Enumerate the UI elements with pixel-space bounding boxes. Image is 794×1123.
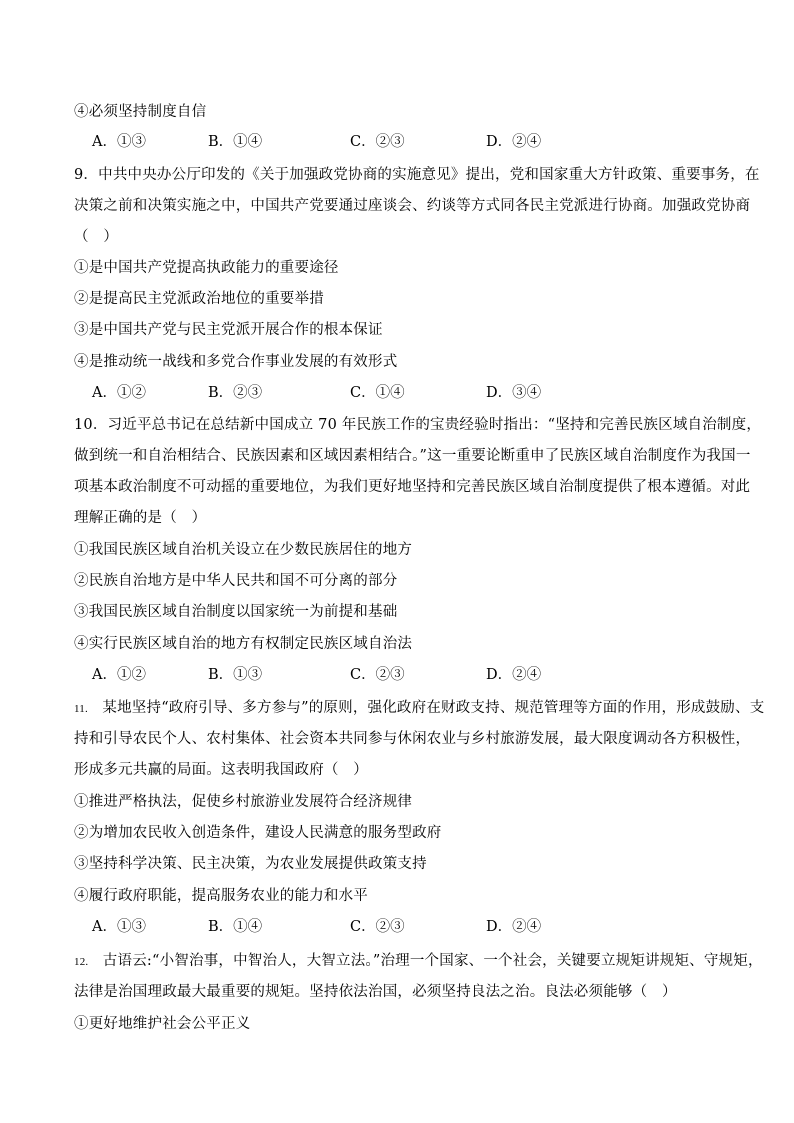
choice-d: D．③④ — [486, 385, 542, 401]
top-option-4: ④必须坚持制度自信 — [74, 104, 207, 120]
choice-d: D．②④ — [486, 919, 542, 935]
choice-b: B．①④ — [208, 919, 263, 935]
q11-stem-line-3: 形成多元共赢的局面。这表明我国政府（ ） — [74, 762, 368, 778]
choice-b: B．②③ — [208, 385, 263, 401]
q9-option-3: ③是中国共产党与民主党派开展合作的根本保证 — [74, 322, 383, 338]
q12-stem-line-1 — [74, 951, 763, 972]
q11-stem-line-1 — [74, 698, 765, 719]
q11-stem-text: 某地坚持“政府引导、多方参与”的原则，强化政府在财政支持、规范管理等方面的作用，形成鼓励、支 — [102, 700, 765, 716]
q11-number: 11. — [74, 703, 88, 715]
choice-d: D．②④ — [486, 667, 542, 683]
q11-stem-line-2: 持和引导农民个人、农村集体、社会资本共同参与休闲农业与乡村旅游发展，最大限度调动各方积极性， — [74, 731, 751, 747]
q9-option-4: ④是推动统一战线和多党合作事业发展的有效形式 — [74, 354, 398, 370]
choice-a: A．①② — [92, 385, 146, 401]
choice-b: B．①④ — [208, 134, 263, 150]
q9-choices — [74, 383, 734, 403]
q10-stem-line-4: 理解正确的是（ ） — [74, 510, 207, 526]
q12-option-1: ①更好地维护社会公平正义 — [74, 1016, 251, 1032]
q12-number: 12. — [74, 956, 89, 968]
q10-stem-line-3: 项基本政治制度不可动摇的重要地位，为我们更好地坚持和完善民族区域自治制度提供了根本遵循。对此 — [74, 479, 751, 495]
choice-a: A．①③ — [92, 134, 146, 150]
q10-stem-line-1: 10．习近平总书记在总结新中国成立 70 年民族工作的宝贵经验时指出：“坚持和完善民族区域自治制度， — [74, 417, 762, 433]
q10-choices — [74, 665, 734, 685]
choice-c: C．②③ — [350, 667, 405, 683]
q11-option-4: ④履行政府职能，提高服务农业的能力和水平 — [74, 888, 368, 904]
choice-c: C．②③ — [350, 919, 405, 935]
choice-c: C．②③ — [350, 134, 405, 150]
q9-option-1: ①是中国共产党提高执政能力的重要途径 — [74, 260, 339, 276]
q9-stem-line-3: （ ） — [74, 229, 119, 245]
q10-option-2: ②民族自治地方是中华人民共和国不可分离的部分 — [74, 573, 398, 589]
q10-option-1: ①我国民族区域自治机关设立在少数民族居住的地方 — [74, 542, 413, 558]
q12-stem-text: 古语云:“小智治事，中智治人，大智立法。”治理一个国家、一个社会，关键要立规矩讲规矩、守规矩， — [102, 953, 763, 969]
choice-a: A．①③ — [92, 919, 146, 935]
q9-stem-line-1: 9．中共中央办公厅印发的《关于加强政党协商的实施意见》提出，党和国家重大方针政策、重要事务，在 — [74, 167, 760, 183]
q11-choices — [74, 917, 734, 937]
choice-b: B．①③ — [208, 667, 263, 683]
q11-option-1: ①推进严格执法，促使乡村旅游业发展符合经济规律 — [74, 794, 413, 810]
q10-stem-line-2: 做到统一和自治相结合、民族因素和区域因素相结合。”这一重要论断重申了民族区域自治制度作为我国一 — [74, 448, 751, 464]
q11-option-2: ②为增加农民收入创造条件，建设人民满意的服务型政府 — [74, 825, 442, 841]
q11-option-3: ③坚持科学决策、民主决策，为农业发展提供政策支持 — [74, 856, 427, 872]
q9-option-2: ②是提高民主党派政治地位的重要举措 — [74, 291, 324, 307]
q10-option-4: ④实行民族区域自治的地方有权制定民族区域自治法 — [74, 636, 413, 652]
q9-stem-line-2: 决策之前和决策实施之中，中国共产党要通过座谈会、约谈等方式同各民主党派进行协商。加强政党协商 — [74, 198, 751, 214]
choice-a: A．①② — [92, 667, 146, 683]
q10-option-3: ③我国民族区域自治制度以国家统一为前提和基础 — [74, 604, 398, 620]
choice-c: C．①④ — [350, 385, 405, 401]
q12-stem-line-2: 法律是治国理政最大最重要的规矩。坚持依法治国，必须坚持良法之治。良法必须能够（ ） — [74, 984, 677, 1000]
top-choices — [74, 132, 734, 152]
choice-d: D．②④ — [486, 134, 542, 150]
